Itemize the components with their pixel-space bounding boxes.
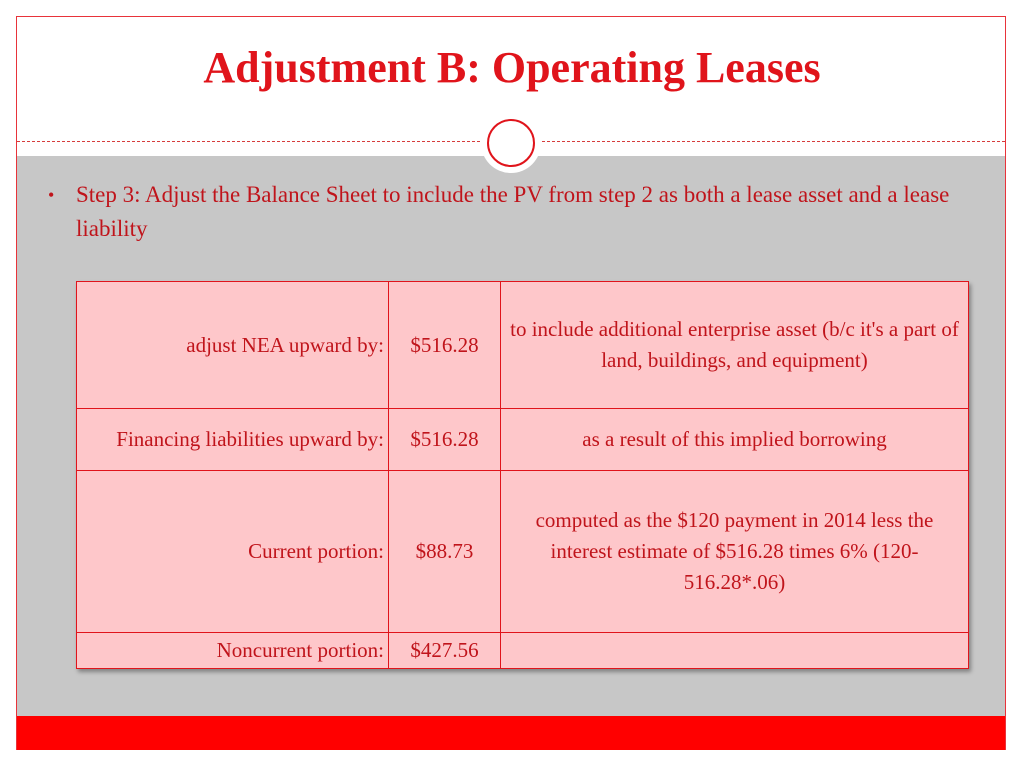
bottom-bar xyxy=(17,716,1005,750)
row-label: Noncurrent portion: xyxy=(77,633,389,669)
row-amount: $516.28 xyxy=(389,409,501,471)
table-row xyxy=(77,633,969,669)
bullet-icon: • xyxy=(48,185,55,205)
lease-adjustment-table xyxy=(76,281,969,669)
table-row xyxy=(77,282,969,409)
row-note: to include additional enterprise asset (b/c it's a part of land, buildings, and equipment) xyxy=(501,282,969,409)
circle-ring xyxy=(487,119,535,167)
table-row xyxy=(77,471,969,633)
row-label: adjust NEA upward by: xyxy=(77,282,389,409)
table-row xyxy=(77,409,969,471)
row-note: as a result of this implied borrowing xyxy=(501,409,969,471)
bullet-point xyxy=(48,178,978,246)
row-amount: $516.28 xyxy=(389,282,501,409)
row-amount: $88.73 xyxy=(389,471,501,633)
row-note: computed as the $120 payment in 2014 less the interest estimate of $516.28 times 6% (120-516.28*.06) xyxy=(501,471,969,633)
row-note xyxy=(501,633,969,669)
row-label: Financing liabilities upward by: xyxy=(77,409,389,471)
row-amount: $427.56 xyxy=(389,633,501,669)
circle-ornament-icon xyxy=(481,113,541,173)
row-label: Current portion: xyxy=(77,471,389,633)
bullet-text: Step 3: Adjust the Balance Sheet to include the PV from step 2 as both a lease asset and a lease liability xyxy=(76,182,950,241)
slide-title: Adjustment B: Operating Leases xyxy=(203,43,821,92)
